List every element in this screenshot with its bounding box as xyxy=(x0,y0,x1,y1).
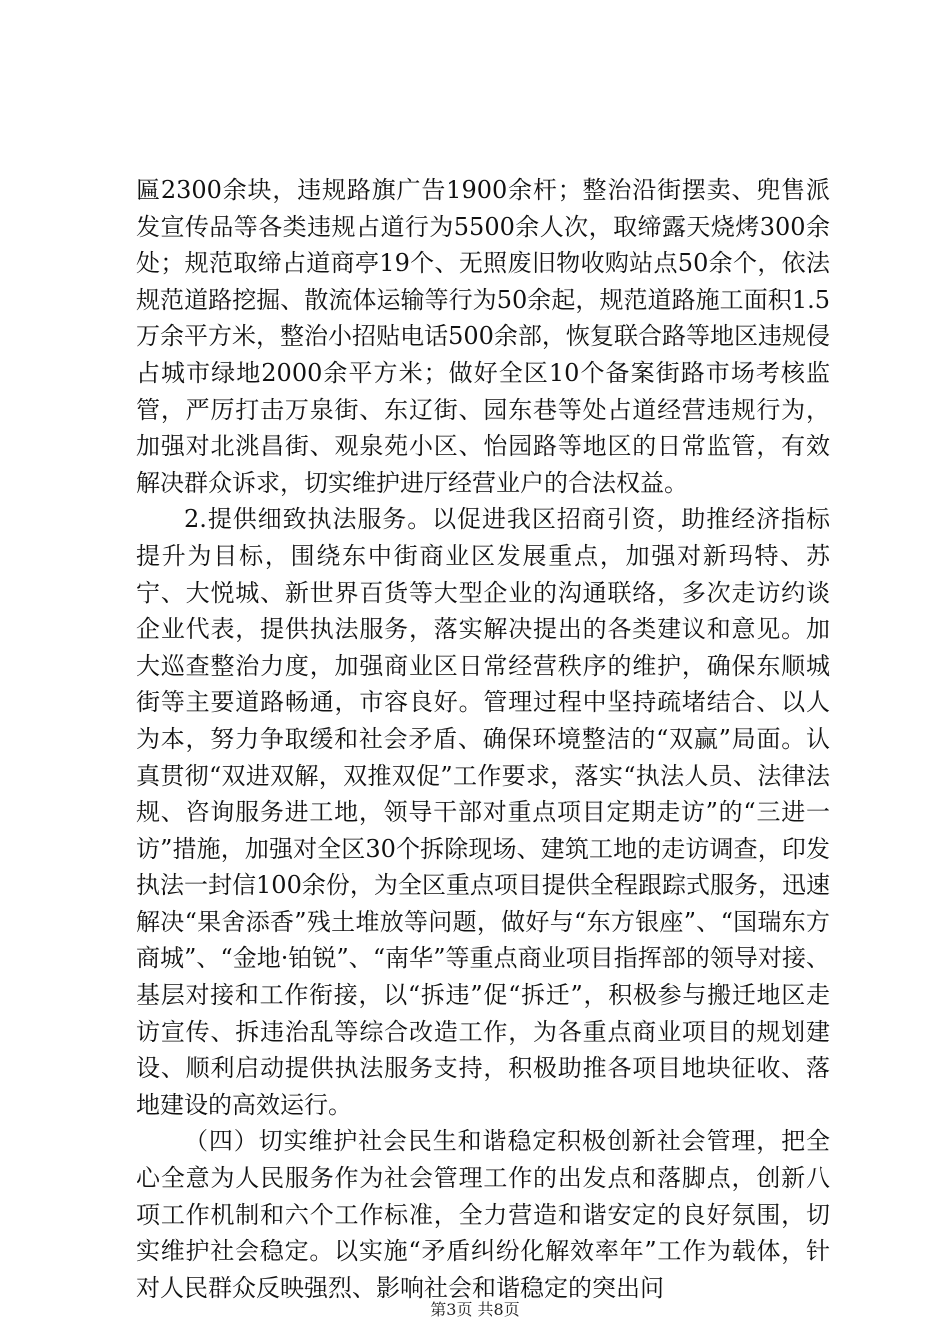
page-footer: 第3页 共8页 xyxy=(430,1300,520,1319)
document-body xyxy=(136,172,830,1306)
body-paragraph-2: 2.提供细致执法服务。以促进我区招商引资，助推经济指标提升为目标，围绕东中街商业区发展重点，加强对新玛特、苏宁、大悦城、新世界百货等大型企业的沟通联络，多次走访约谈企业代表，提供执法服务，落实解决提出的各类建议和意见。加大巡查整治力度，加强商业区日常经营秩序的维护，确保东顺城街等主要道路畅通，市容良好。管理过程中坚持疏堵结合、以人为本，努力争取缓和社会矛盾、确保环境整洁的“双赢”局面。认真贯彻“双进双解，双推双促”工作要求，落实“执法人员、法律法规、咨询服务进工地，领导干部对重点项目定期走访”的“三进一访”措施，加强对全区30个拆除现场、建筑工地的走访调查，印发执法一封信100余份，为全区重点项目提供全程跟踪式服务，迅速解决“果舍添香”残土堆放等问题，做好与“东方银座”、“国瑞东方商城”、“金地·铂锐”、“南华”等重点商业项目指挥部的领导对接、基层对接和工作衔接，以“拆违”促“拆迁”，积极参与搬迁地区走访宣传、拆违治乱等综合改造工作，为各重点商业项目的规划建设、顺利启动提供执法服务支持，积极助推各项目地块征收、落地建设的高效运行。 xyxy=(136,505,830,1119)
body-paragraph-1: 匾2300余块，违规路旗广告1900余杆；整治沿街摆卖、兜售派发宣传品等各类违规占道行为5500余人次，取缔露天烧烤300余处；规范取缔占道商亭19个、无照废旧物收购站点50余个，依法规范道路挖掘、散流体运输等行为50余起，规范道路施工面积1.5万余平方米，整治小招贴电话500余部，恢复联合路等地区违规侵占城市绿地2000余平方米；做好全区10个备案街路市场考核监管，严厉打击万泉街、东辽街、园东巷等处占道经营违规行为，加强对北洮昌街、观泉苑小区、怡园路等地区的日常监管，有效解决群众诉求，切实维护进厅经营业户的合法权益。 xyxy=(136,176,830,497)
body-paragraph-3: （四）切实维护社会民生和谐稳定积极创新社会管理，把全心全意为人民服务作为社会管理工作的出发点和落脚点，创新八项工作机制和六个工作标准，全力营造和谐安定的良好氛围，切实维护社会稳定。以实施“矛盾纠纷化解效率年”工作为载体，针对人民群众反映强烈、影响社会和谐稳定的突出问 xyxy=(136,1127,830,1302)
